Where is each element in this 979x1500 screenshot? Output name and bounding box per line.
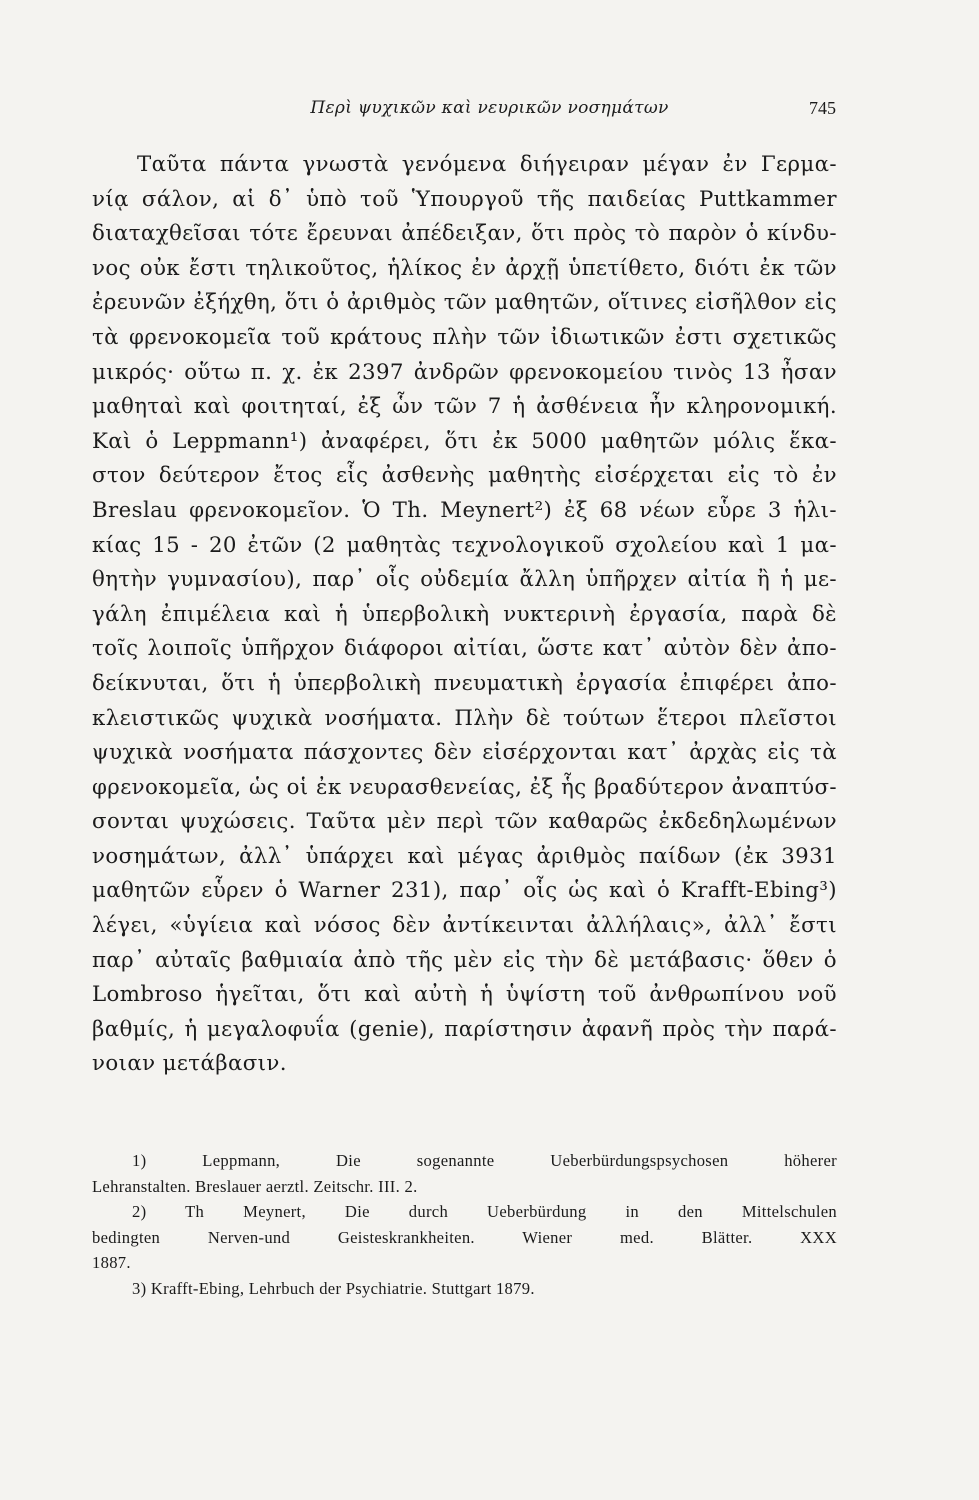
text-line: σονται ψυχώσεις. Ταῦτα μὲν περὶ τῶν καθαρῶς ἐκδεδηλωμένων [92,809,837,835]
text-line: Breslau φρενοκομεῖον. Ὁ Th. Meynert²) ἐξ 68 νέων εὗρε 3 ἡλι- [92,497,837,523]
text-line: νοσημάτων, ἀλλ᾽ ὑπάρχει καὶ μέγας ἀριθμὸς παίδων (ἐκ 3931 [92,843,837,869]
text-line: θητὴν γυμνασίου), παρ᾽ οἷς οὐδεμία ἄλλη ὑπῆρχεν αἰτία ἢ ἡ με- [92,567,837,593]
text-line: νίᾳ σάλον, αἱ δ᾽ ὑπὸ τοῦ Ὑπουργοῦ τῆς παιδείας Puttkammer [92,186,837,212]
text-line: γάλη ἐπιμέλεια καὶ ἡ ὑπερβολικὴ νυκτερινὴ ἐργασία, παρὰ δὲ [92,601,837,627]
text-line: παρ᾽ αὐταῖς βαθμιαία ἀπὸ τῆς μὲν εἰς τὴν δὲ μετάβασις· ὅθεν ὁ [92,947,837,973]
text-line: τοῖς λοιποῖς ὑπῆρχον διάφοροι αἰτίαι, ὥστε κατ᾽ αὐτὸν δὲν ἀπο- [92,636,837,662]
main-text [92,148,837,1082]
running-head [0,98,979,128]
footnote-line: 3) Krafft-Ebing, Lehrbuch der Psychiatrie. Stuttgart 1879. [132,1278,535,1298]
footnotes [92,1148,837,1301]
text-line: νος οὐκ ἔστι τηλικοῦτος, ἡλίκος ἐν ἀρχῇ ὑπετίθετο, διότι ἐκ τῶν [92,255,837,281]
text-line: τὰ φρενοκομεῖα τοῦ κράτους πλὴν τῶν ἰδιωτικῶν ἐστι σχετικῶς [92,324,837,350]
text-line: φρενοκομεῖα, ὡς οἱ ἐκ νευρασθενείας, ἐξ ἧς βραδύτερον ἀναπτύσ- [92,774,837,800]
text-line: στον δεύτερον ἔτος εἷς ἀσθενὴς μαθητὴς εἰσέρχεται εἰς τὸ ἐν [92,463,837,489]
footnote-line: Lehranstalten. Breslauer aerztl. Zeitschr. III. 2. [92,1176,418,1196]
text-line: μαθητῶν εὗρεν ὁ Warner 231), παρ᾽ οἷς ὡς καὶ ὁ Krafft-Ebing³) [92,878,837,904]
text-line: δείκνυται, ὅτι ἡ ὑπερβολικὴ πνευματικὴ ἐργασία ἐπιφέρει ἀπο- [92,670,837,696]
text-line: κλειστικῶς ψυχικὰ νοσήματα. Πλὴν δὲ τούτων ἕτεροι πλεῖστοι [92,705,837,731]
text-line: κίας 15 - 20 ἐτῶν (2 μαθητὰς τεχνολογικοῦ σχολείου καὶ 1 μα- [92,532,837,558]
text-line: μαθηταὶ καὶ φοιτηταί, ἐξ ὧν τῶν 7 ἡ ἀσθένεια ἦν κληρονομική. [92,394,837,420]
text-line: Καὶ ὁ Leppmann¹) ἀναφέρει, ὅτι ἐκ 5000 μαθητῶν μόλις ἕκα- [92,428,837,454]
footnote-line: 1) Leppmann, Die sogenannte Ueberbürdungspsychosen höherer [132,1151,837,1170]
text-line: βαθμίς, ἡ μεγαλοφυΐα (genie), παρίστησιν ἀφανῆ πρὸς τὴν παρά- [92,1016,837,1042]
text-line: λέγει, «ὑγίεια καὶ νόσος δὲν ἀντίκεινται ἀλλήλαις», ἀλλ᾽ ἔστι [92,913,837,939]
text-line: διαταχθεῖσαι τότε ἔρευναι ἀπέδειξαν, ὅτι πρὸς τὸ παρὸν ὁ κίνδυ- [92,221,837,247]
running-head-title: Περὶ ψυχικῶν καὶ νευρικῶν νοσημάτων [310,98,669,118]
footnote-line: 1887. [92,1253,131,1272]
footnote-line: 2) Th Meynert, Die durch Ueberbürdung in den Mittelschulen [132,1202,837,1221]
text-line: ἐρευνῶν ἐξήχθη, ὅτι ὁ ἀριθμὸς τῶν μαθητῶν, οἵτινες εἰσῆλθον εἰς [92,290,837,316]
text-line: Ταῦτα πάντα γνωστὰ γενόμενα διήγειραν μέγαν ἐν Γερμα- [137,152,837,177]
text-line: Lombroso ἡγεῖται, ὅτι καὶ αὐτὴ ἡ ὑψίστη τοῦ ἀνθρωπίνου νοῦ [92,982,837,1008]
text-line: ψυχικὰ νοσήματα πάσχοντες δὲν εἰσέρχονται κατ᾽ ἀρχὰς εἰς τὰ [92,740,837,766]
text-line: μικρός· οὕτω π. χ. ἐκ 2397 ἀνδρῶν φρενοκομείου τινὸς 13 ἦσαν [92,359,837,385]
footnote-line: bedingten Nerven-und Geisteskrankheiten. Wiener med. Blätter. XXX [92,1227,837,1247]
page-number: 745 [809,98,836,118]
text-line: νοιαν μετάβασιν. [92,1051,287,1077]
